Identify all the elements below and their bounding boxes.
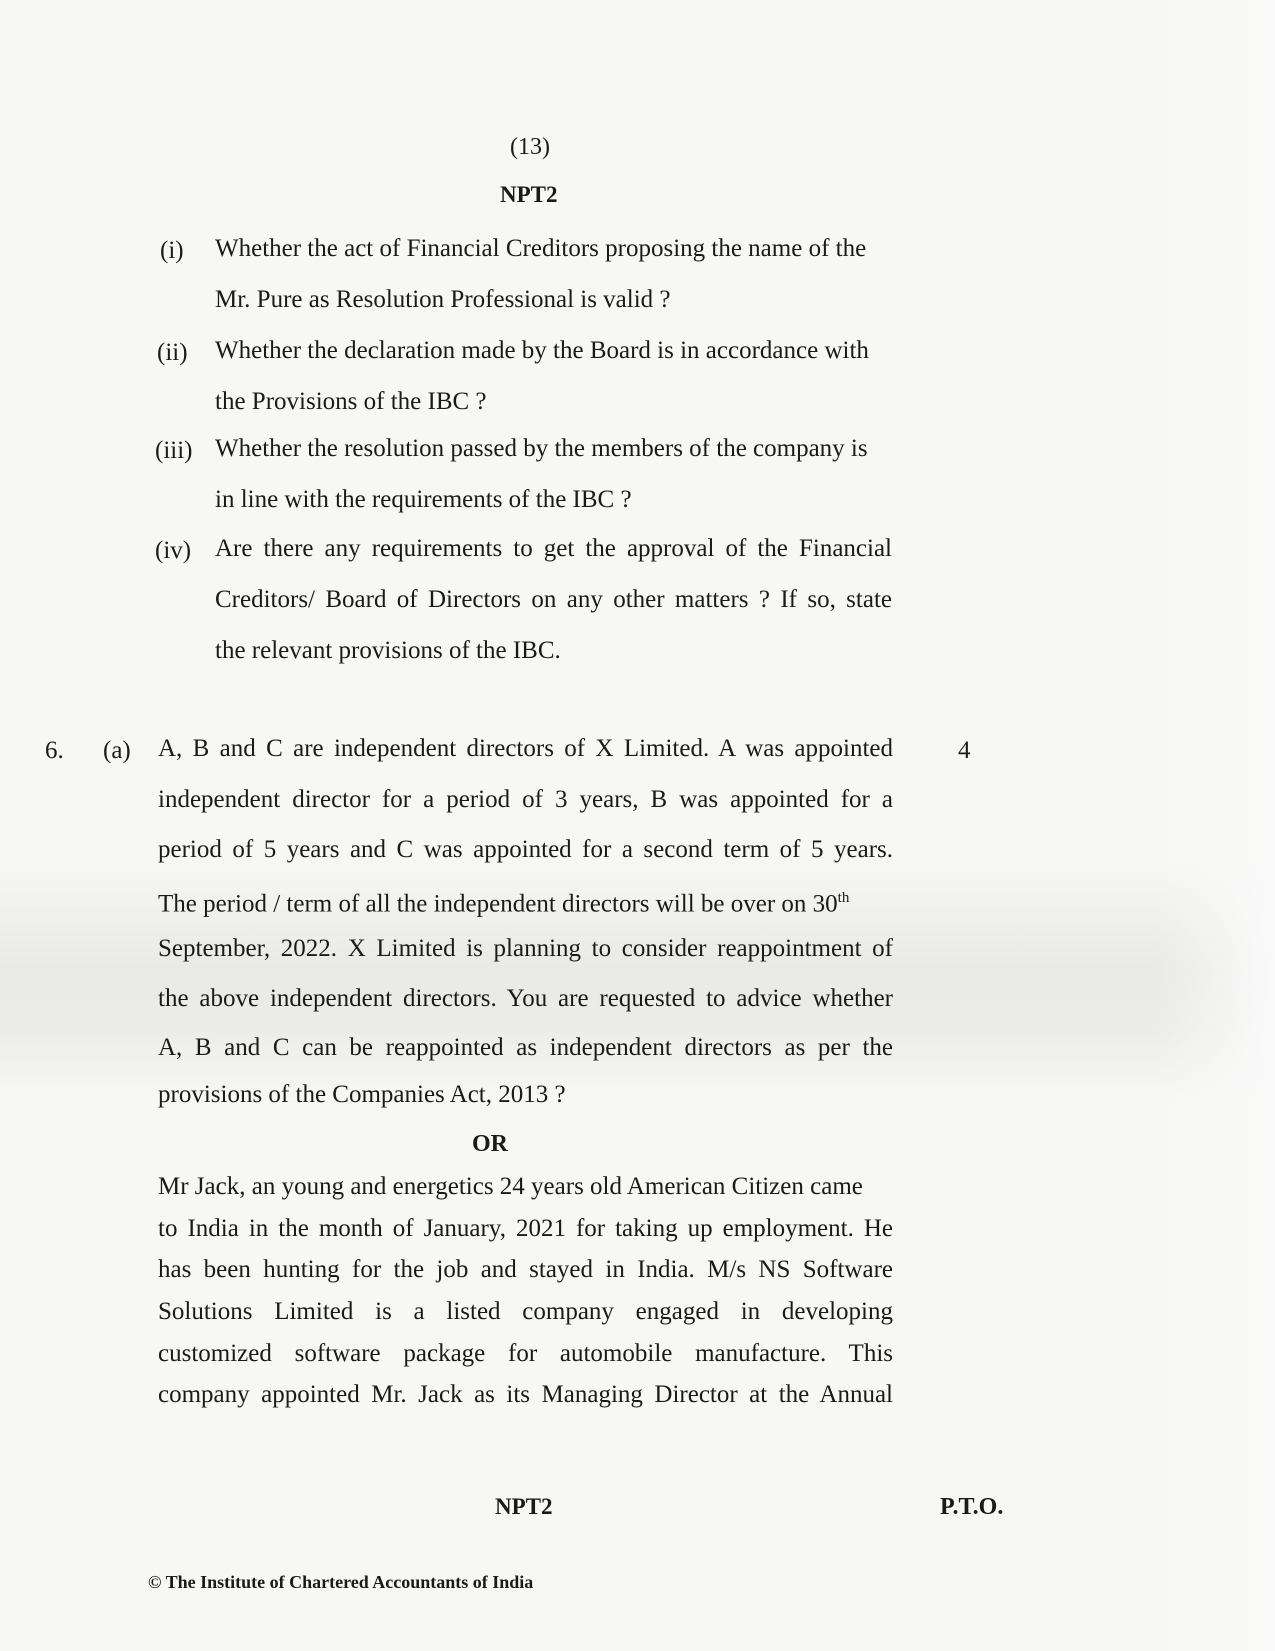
question-line: period of 5 years and C was appointed for a second term of 5 years.: [158, 836, 893, 863]
sub-question-line: Creditors/ Board of Directors on any other matters ? If so, state: [215, 586, 892, 613]
sub-question-line: Are there any requirements to get the approval of the Financial: [215, 535, 892, 562]
question-line: the above independent directors. You are requested to advice whether: [158, 985, 893, 1012]
alt-question-line: Solutions Limited is a listed company engaged in developing: [158, 1298, 893, 1325]
sub-question-label: (ii): [157, 339, 188, 366]
question-number: 6.: [45, 737, 64, 764]
sub-question-label: (iii): [155, 437, 193, 464]
alt-question-line: to India in the month of January, 2021 for taking up employment. He: [158, 1215, 893, 1242]
copyright-notice: © The Institute of Chartered Accountants of India: [148, 1572, 534, 1592]
paper-code-footer: NPT2: [495, 1494, 553, 1519]
question-marks: 4: [958, 737, 971, 764]
page-number: (13): [510, 134, 550, 160]
alt-question-line: Mr Jack, an young and energetics 24 years old American Citizen came: [158, 1173, 863, 1200]
question-line: provisions of the Companies Act, 2013 ?: [158, 1081, 566, 1108]
or-separator: OR: [472, 1131, 508, 1157]
sub-question-line: in line with the requirements of the IBC ?: [215, 486, 632, 513]
question-line: The period / term of all the independent directors will be over on 30th: [158, 890, 850, 918]
alt-question-line: company appointed Mr. Jack as its Managing Director at the Annual: [158, 1381, 893, 1408]
alt-question-line: has been hunting for the job and stayed in India. M/s NS Software: [158, 1256, 893, 1283]
sub-question-line: Whether the declaration made by the Board is in accordance with: [215, 337, 869, 364]
sub-question-label: (iv): [155, 537, 192, 564]
sub-question-line: Mr. Pure as Resolution Professional is valid ?: [215, 286, 671, 313]
paper-code-header: NPT2: [500, 182, 558, 207]
question-part-label: (a): [103, 737, 131, 764]
question-line: A, B and C can be reappointed as independent directors as per the: [158, 1034, 893, 1061]
pto-label: P.T.O.: [940, 1494, 1004, 1520]
sub-question-label: (i): [160, 237, 184, 264]
question-line: independent director for a period of 3 years, B was appointed for a: [158, 786, 893, 813]
scan-edge: [1155, 0, 1275, 1651]
sub-question-line: Whether the act of Financial Creditors proposing the name of the: [215, 235, 867, 262]
sub-question-line: the Provisions of the IBC ?: [215, 388, 487, 415]
question-line: A, B and C are independent directors of X Limited. A was appointed: [158, 735, 893, 762]
question-line: September, 2022. X Limited is planning to consider reappointment of: [158, 935, 893, 962]
sub-question-line: Whether the resolution passed by the members of the company is: [215, 435, 868, 462]
alt-question-line: customized software package for automobile manufacture. This: [158, 1340, 893, 1367]
sub-question-line: the relevant provisions of the IBC.: [215, 637, 561, 664]
